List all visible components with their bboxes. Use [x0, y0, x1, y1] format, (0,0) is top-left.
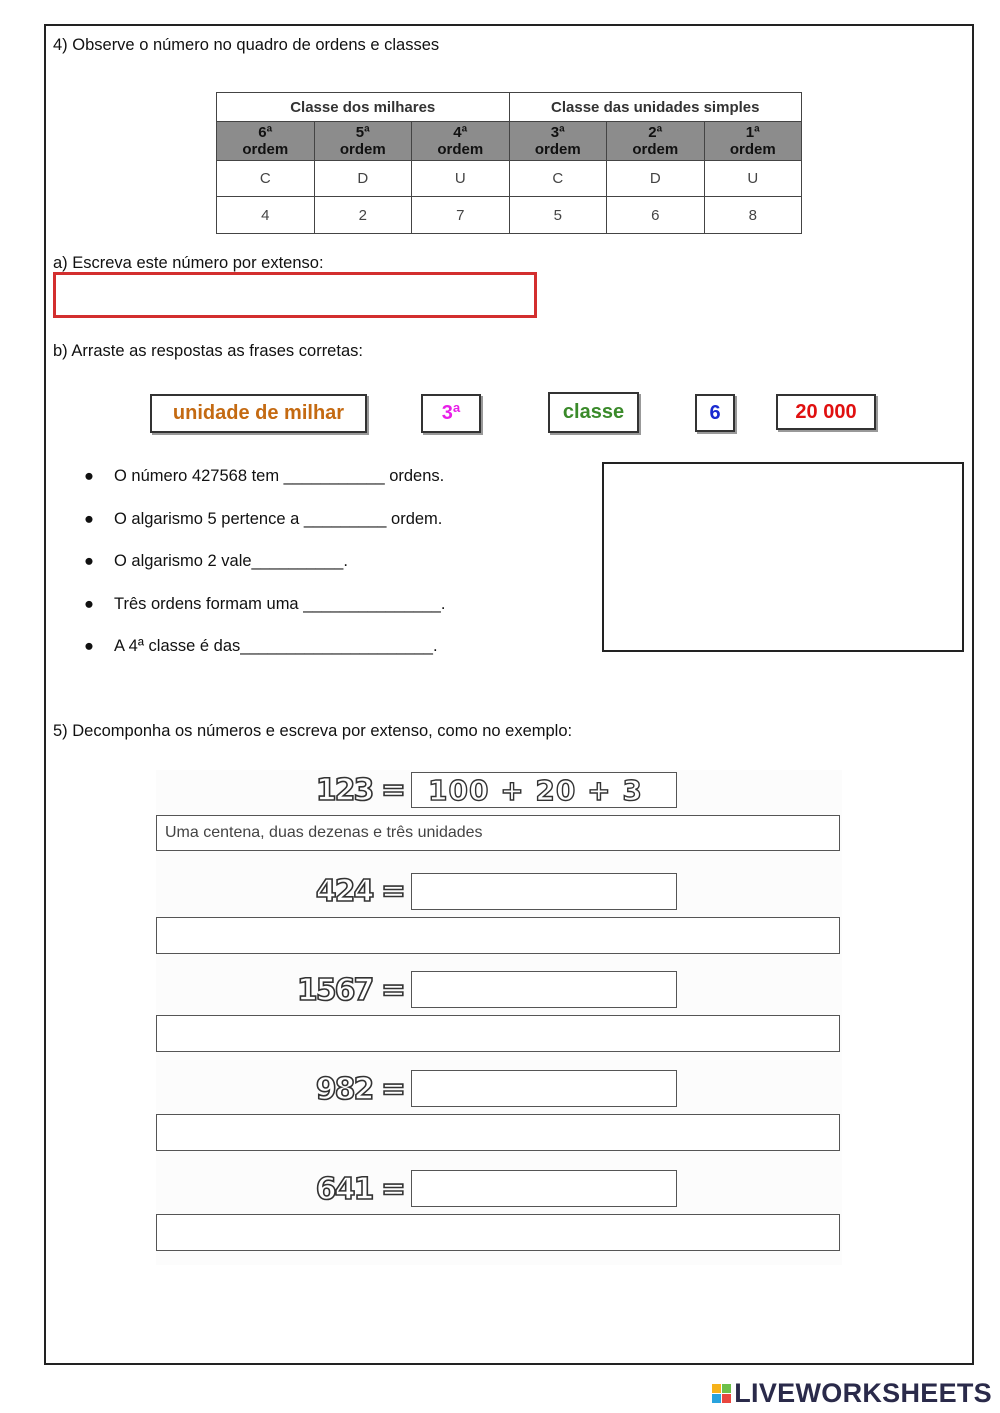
- bullet-icon: ●: [84, 595, 94, 613]
- order-letter: D: [607, 161, 705, 197]
- order-header: 2ª ordem: [607, 122, 705, 161]
- sentence-item: [84, 637, 438, 656]
- decomp-number: 1567 =: [296, 973, 404, 1008]
- place-value-table: [216, 92, 802, 234]
- exercise-5-title: 5) Decomponha os números e escreva por extenso, como no exemplo:: [53, 722, 573, 740]
- sentence-item: [84, 467, 444, 486]
- extenso-input[interactable]: [156, 1214, 840, 1251]
- drop-zone[interactable]: [602, 462, 964, 652]
- decomposition-input[interactable]: [411, 1170, 677, 1207]
- example-sum: 100 + 20 + 3: [428, 774, 643, 807]
- brand-name: LIVEWORKSHEETS: [734, 1378, 992, 1408]
- sentence-text: O número 427568 tem ___________ ordens.: [114, 467, 445, 485]
- bullet-icon: ●: [84, 552, 94, 570]
- sentence-item: [84, 510, 442, 529]
- class-header-units: Classe das unidades simples: [509, 93, 802, 122]
- liveworksheets-logo-icon: [712, 1384, 731, 1403]
- bullet-icon: ●: [84, 510, 94, 528]
- drag-chip-unidade-de-milhar[interactable]: unidade de milhar: [150, 394, 367, 433]
- sentence-text: O algarismo 2 vale__________.: [114, 552, 348, 570]
- drag-chip-classe[interactable]: classe: [548, 392, 639, 433]
- extenso-input[interactable]: [156, 917, 840, 954]
- order-letter: U: [704, 161, 802, 197]
- order-letter: C: [509, 161, 607, 197]
- sentence-text: A 4ª classe é das_____________________.: [114, 637, 438, 655]
- example-sum-box: [411, 772, 677, 808]
- part-a-prompt: a) Escreva este número por extenso:: [53, 254, 324, 272]
- class-header-thousands: Classe dos milhares: [217, 93, 510, 122]
- order-digit: 4: [217, 197, 315, 234]
- bullet-icon: ●: [84, 467, 94, 485]
- example-extenso: Uma centena, duas dezenas e três unidades: [156, 815, 840, 851]
- bullet-icon: ●: [84, 637, 94, 655]
- drag-chip-3a[interactable]: 3ª: [421, 394, 481, 433]
- decomposition-panel: [156, 770, 842, 1265]
- order-letter: U: [412, 161, 510, 197]
- decomposition-input[interactable]: [411, 873, 677, 910]
- order-header: 5ª ordem: [314, 122, 412, 161]
- sentence-text: Três ordens formam uma _______________.: [114, 595, 446, 613]
- extenso-input[interactable]: [156, 1114, 840, 1151]
- sentence-item: [84, 595, 445, 614]
- drag-chip-20000[interactable]: 20 000: [776, 394, 876, 430]
- order-header: 3ª ordem: [509, 122, 607, 161]
- decomp-number: 424 =: [315, 874, 404, 909]
- drag-chip-6[interactable]: 6: [695, 394, 735, 432]
- order-digit: 5: [509, 197, 607, 234]
- order-digit: 8: [704, 197, 802, 234]
- order-header: 1ª ordem: [704, 122, 802, 161]
- number-in-words-input[interactable]: [53, 272, 537, 318]
- decomposition-input[interactable]: [411, 971, 677, 1008]
- exercise-4-title: 4) Observe o número no quadro de ordens e classes: [53, 36, 440, 54]
- sentence-item: [84, 552, 348, 571]
- example-number: 123 =: [315, 773, 404, 808]
- part-b-prompt: b) Arraste as respostas as frases corretas:: [53, 342, 363, 360]
- liveworksheets-logo: [712, 1378, 992, 1409]
- order-header: 6ª ordem: [217, 122, 315, 161]
- order-header: 4ª ordem: [412, 122, 510, 161]
- decomposition-input[interactable]: [411, 1070, 677, 1107]
- order-digit: 7: [412, 197, 510, 234]
- decomp-number: 641 =: [315, 1172, 404, 1207]
- sentence-text: O algarismo 5 pertence a _________ ordem.: [114, 510, 443, 528]
- decomp-number: 982 =: [315, 1072, 404, 1107]
- order-letter: D: [314, 161, 412, 197]
- extenso-input[interactable]: [156, 1015, 840, 1052]
- order-digit: 6: [607, 197, 705, 234]
- order-digit: 2: [314, 197, 412, 234]
- order-letter: C: [217, 161, 315, 197]
